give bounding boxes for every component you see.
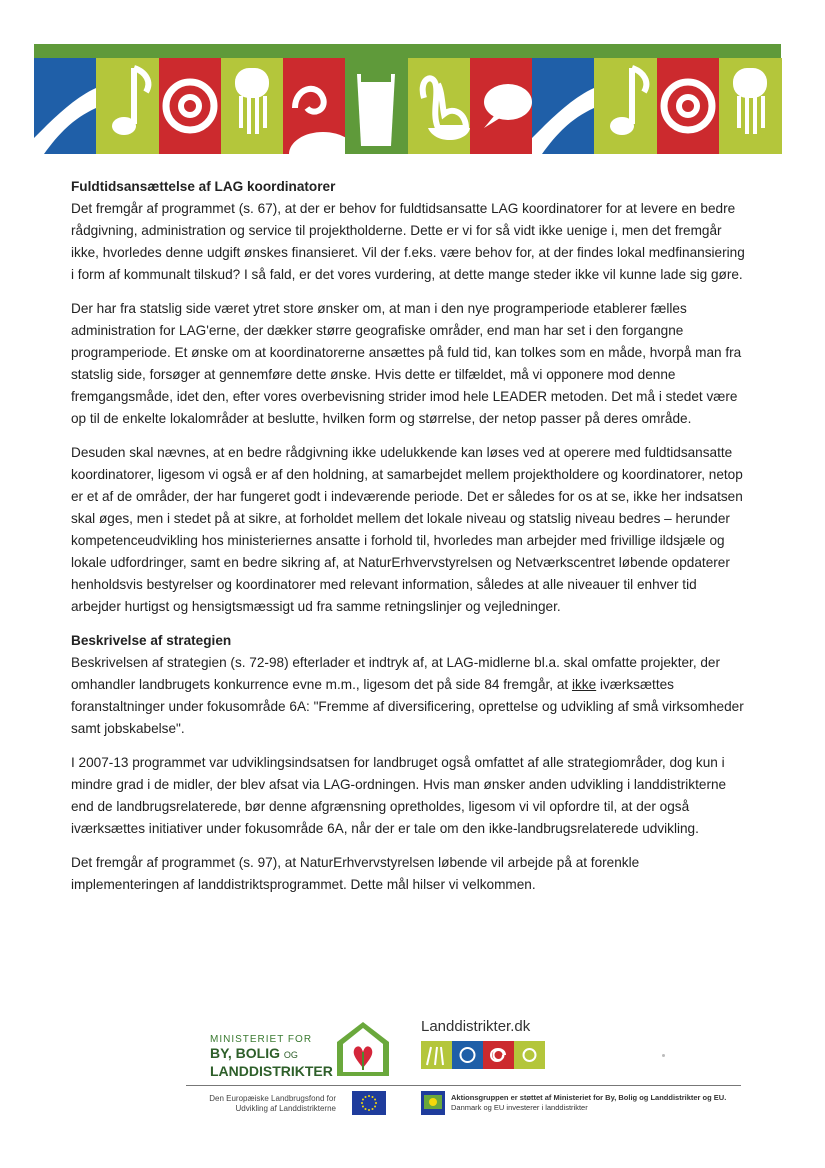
fork-tile — [221, 58, 284, 154]
document-body — [71, 176, 747, 908]
header-banner — [34, 44, 781, 154]
section-heading: Fuldtidsansættelse af LAG koordinatorer — [71, 179, 336, 194]
landdistrikter-logo-text: Landdistrikter.dk — [421, 1018, 531, 1035]
support-line2: Danmark og EU investerer i landdistrikter — [451, 1103, 588, 1112]
ministry-line1: MINISTERIET FOR — [210, 1034, 313, 1045]
paragraph: Det fremgår af programmet (s. 67), at der er behov for fuldtidsansatte LAG koordinatorer for at levere en bedre rådgivning, administration og service til projektholderne. Dette er vi for så vidt ikke uenige i, men det fremgår ikke, hvorledes denne udgift ønskes finansieret. Vil der f.eks. være behov for, at der findes lokal medfinansiering i form af kommunalt tilskud? I så fald, er det vores vurdering, at dette mange steder ikke vil kunne lade sig gøre. — [71, 201, 745, 282]
road-tile — [532, 58, 595, 154]
music-note-tile — [594, 58, 657, 154]
paragraph: Der har fra statslig side været ytret store ønsker om, at man i den nye programperiode etablerer fælles administration for LAG'erne, der dækker større geografiske områder, end man har set i den forgangne programperiode. Et ønske om at koordinatorerne ansættes på fuld tid, kan tolkes som en måde, hvorpå man fra statslig side, forsøger at gennemføre dette ønske. Hvis dette er tilfældet, må vi opponere mod denne fremgangsmåde, idet den, efter vores overbevisning strider imod hele LEADER metoden. Det må i stedet være op til de enkelte lokalområder at beslutte, hvilken form og størrelse, der netop passer på deres område. — [71, 301, 742, 426]
landdistrikter-logo-icons — [421, 1041, 545, 1069]
at-sign-tile — [657, 58, 720, 154]
section-heading: Beskrivelse af strategien — [71, 633, 232, 648]
speech-bubble-tile — [470, 58, 533, 154]
milk-glass-tile — [345, 58, 408, 154]
support-text — [451, 1093, 751, 1113]
milk-glass-icon — [345, 58, 407, 154]
eu-flag-icon — [352, 1091, 386, 1115]
at-sign-icon — [159, 58, 221, 154]
ministry-line3: LANDDISTRIKTER — [210, 1063, 333, 1079]
bicycle-icon — [283, 58, 345, 154]
music-note-icon — [96, 58, 158, 154]
fork-icon — [221, 58, 283, 154]
footer-divider — [186, 1085, 741, 1086]
banner-top-bar — [34, 44, 781, 58]
speech-bubble-icon — [470, 58, 532, 154]
swan-tile — [408, 58, 471, 154]
support-line1: Aktionsgruppen er støttet af Ministeriet for By, Bolig og Landdistrikter og EU. — [451, 1093, 727, 1102]
footer — [0, 1010, 825, 1150]
paragraph — [71, 652, 747, 740]
underlined-word: ikke — [571, 677, 597, 692]
leader-logo-icon — [421, 1091, 445, 1115]
paragraph-text: iværksættes foranstaltninger under fokusområde 6A: "Fremme af diversificering, oprettelse og udvikling af små virksomheder samt jobskabelse". — [71, 677, 744, 736]
at-sign-tile — [159, 58, 222, 154]
road-icon — [532, 58, 594, 154]
speck — [662, 1054, 665, 1057]
eu-fund-line1: Den Europæiske Landbrugsfond for — [209, 1094, 336, 1103]
ministry-name: BY, BOLIG — [210, 1045, 281, 1061]
paragraph: Desuden skal nævnes, at en bedre rådgivning ikke udelukkende kan løses ved at operere med fuldtidsansatte koordinatorer, ligesom vi også er af den holdning, at samarbejdet mellem projektholdere og koordinatorer, netop er et af de områder, der har fungeret godt i indeværende periode. Det er således for os at se, ikke her indsatsen skal øges, men i stedet på at sikre, at forholdet mellem det lokale niveau og statslig niveau bedres – herunder kompetenceudvikling hos ministeriernes ansatte i forhold til, hvorledes man arbejder med frivillige ildsjæle og lokale udfordringer, samt en bedre sikring af, at NaturErhvervstyrelsen og Netværkscentret løbende opdaterer henholdsvis bestyrelser og koordinatorer med relevant information, således at alle niveauer til enhver tid arbejder hurtigst og hensigtsmæssigt ud fra samme retningslinjer og vejledninger. — [71, 445, 743, 614]
paragraph: Det fremgår af programmet (s. 97), at NaturErhvervstyrelsen løbende vil arbejde på at forenkle implementeringen af landdistriktsprogrammet. Dette mål hilser vi velkommen. — [71, 855, 640, 892]
road-icon — [34, 58, 96, 154]
swan-icon — [408, 58, 470, 154]
music-note-icon — [594, 58, 656, 154]
at-sign-icon — [657, 58, 719, 154]
fork-icon — [719, 58, 781, 154]
bicycle-tile — [283, 58, 346, 154]
fork-tile — [719, 58, 782, 154]
ministry-logo-text — [210, 1034, 333, 1079]
paragraph-text: Beskrivelsen af strategien (s. 72-98) efterlader et indtryk af, at LAG-midlerne bl.a. skal omfatte projekter, der omhandler landbrugets konkurrence evne m.m., ligesom det på side 84 fremgår, at — [71, 655, 721, 692]
ministry-line2 — [210, 1045, 333, 1063]
road-tile — [34, 58, 97, 154]
music-note-tile — [96, 58, 159, 154]
eu-fund-text — [196, 1094, 336, 1114]
ministry-og: OG — [283, 1050, 298, 1060]
ministry-house-icon — [335, 1020, 391, 1078]
section-strategi — [71, 630, 747, 896]
eu-fund-line2: Udvikling af Landdistrikterne — [235, 1104, 336, 1113]
section-lag-koordinatorer — [71, 176, 747, 618]
paragraph: I 2007-13 programmet var udviklingsindsatsen for landbruget også omfattet af alle strategiområder, dog kun i mindre grad i de midler, der blev afsat via LAG-ordningen. Hvis man ønsker anden udvikling i landdistrikterne end de landbrugsrelaterede, bør denne afgrænsning opretholdes, ligesom vi vil opfordre til, at der også iværksættes initiativer under fokusområde 6A, når der er tale om den ikke-landbrugsrelaterede udvikling. — [71, 755, 727, 836]
